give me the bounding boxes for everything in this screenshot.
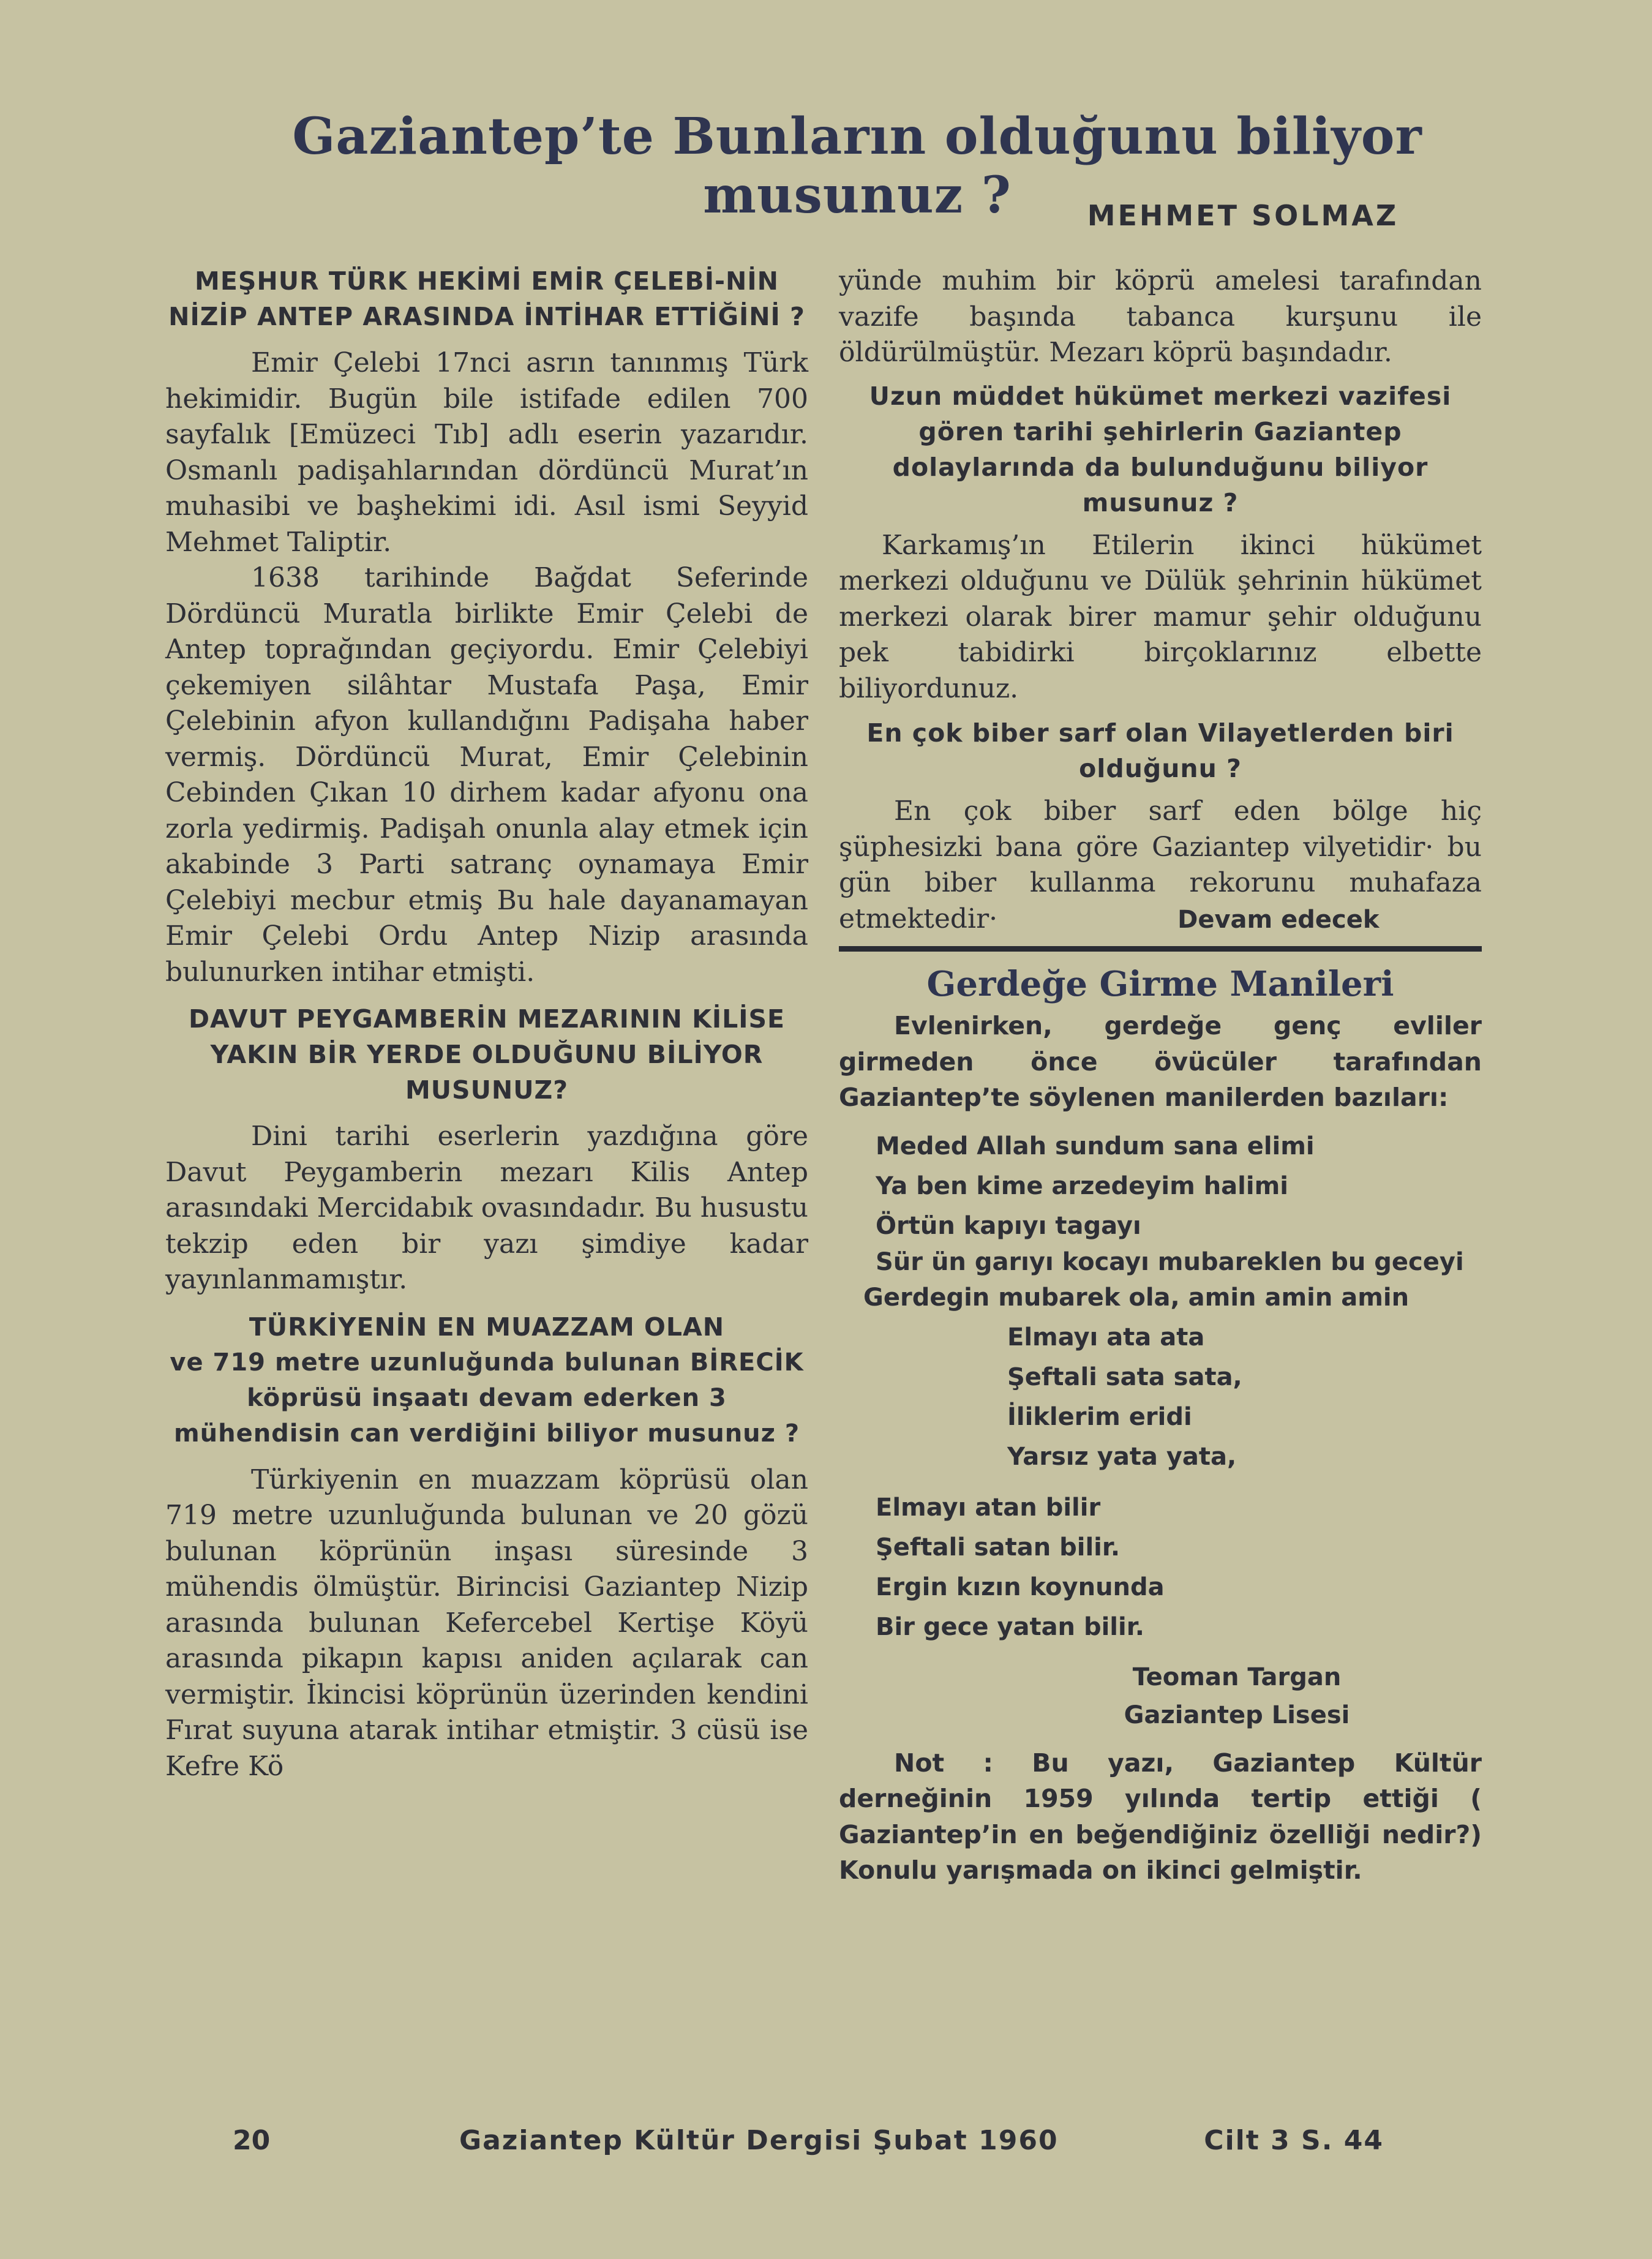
section-heading-davut-peygamber: DAVUT PEYGAMBERİN MEZARININ KİLİSE YAKIN BİR YERDE OLDUĞUNU BİLİYOR MUSUNUZ? (188, 1004, 786, 1105)
signature-name: Teoman Targan (1132, 1663, 1342, 1691)
section-heading-biber: En çok biber sarf olan Vilayetlerden biri olduğunu ? (866, 718, 1454, 783)
poem-title: Gerdeğe Girme Manileri (926, 964, 1394, 1004)
section-heading-emir-celebi: MEŞHUR TÜRK HEKİMİ EMİR ÇELEBİ-NİN NİZİP ANTEP ARASINDA İNTİHAR ETTİĞİNİ ? (168, 266, 805, 331)
paragraph: Emir Çelebi 17nci asrın tanınmış Türk hekimidir. Bugün bile istifade edilen 700 sayfalık [Emüzeci Tıb] adlı eserin yazarıdır. Osmanlı padişahlarından dördüncü Murat’ın muhasibi ve başhekimi idi. Asıl ismi Seyyid Mehmet Taliptir. (165, 347, 808, 558)
note-paragraph: Not : Bu yazı, Gaziantep Kültür derneğinin 1959 yılında tertip ettiği ( Gaziantep’in en beğendiğiniz özelliği nedir?) Konulu yarışmada on ikinci gelmiştir. (839, 1748, 1482, 1885)
poem-intro: Evlenirken, gerdeğe genç evliler girmeden önce övücüler tarafından Gaziantep’te söylenen manilerden bazıları: (839, 1011, 1482, 1112)
section-divider (839, 946, 1482, 952)
right-column (839, 263, 1482, 1889)
section-subheading-birecik: ve 719 metre uzunluğunda bulunan BİRECİK köprüsü inşaatı devam ederken 3 mühendisin can verdiğini biliyor musunuz ? (170, 1348, 804, 1448)
paragraph: Türkiyenin en muazzam köprüsü olan 719 metre uzunluğunda bulunan ve 20 gözü bulunan köprünün inşası süresinde 3 mühendis ölmüştür. Birincisi Gaziantep Nizip arasında bulunan Kefercebel Kertişe Köyü arasında pikapın kapısı aniden açılarak can vermiştir. İkincisi köprünün üzerinden kendini Fırat suyuna atarak intihar etmiştir. 3 cüsü ise Kefre Kö (165, 1464, 808, 1782)
signature-school: Gaziantep Lisesi (1124, 1701, 1350, 1729)
verse-line: Bir gece yatan bilir. (876, 1612, 1144, 1641)
journal-name: Gaziantep Kültür Dergisi Şubat 1960 (459, 2125, 1059, 2156)
paragraph: En çok biber sarf eden bölge hiç şüphesizki bana göre Gaziantep vilyetidir· bu gün biber kullanma rekorunu muhafaza etmektedir· Devam edecek (839, 795, 1482, 934)
verse-line: Şeftali sata sata, (1007, 1363, 1242, 1391)
verse-line: Örtün kapıyı tagayı (876, 1211, 1141, 1240)
paragraph: Karkamış’ın Etilerin ikinci hükümet merkezi olduğunu ve Dülük şehrinin hükümet merkezi olarak birer mamur şehir olduğunu pek tabidirki birçoklarınız elbette biliyordunuz. (839, 529, 1482, 704)
verse-line: Elmayı ata ata (1007, 1323, 1205, 1351)
volume-issue: Cilt 3 S. 44 (1204, 2125, 1384, 2156)
verse-line: Şeftali satan bilir. (876, 1533, 1121, 1562)
verse-line: Ya ben kime arzedeyim halimi (876, 1171, 1288, 1200)
page-number: 20 (233, 2125, 271, 2156)
section-heading-hukumet-merkezi: Uzun müddet hükümet merkezi vazifesi gören tarihi şehirlerin Gaziantep dolaylarında da bulunduğunu biliyor musunuz ? (869, 381, 1452, 517)
paragraph-continued: yünde muhim bir köprü amelesi tarafından vazife başında tabanca kurşunu ile öldürülmüştür. Mezarı köprü başındadır. (839, 265, 1482, 368)
verse-line: Meded Allah sundum sana elimi (876, 1132, 1315, 1160)
verse-line: Yarsız yata yata, (1007, 1442, 1237, 1471)
left-column (165, 263, 808, 1784)
paragraph: 1638 tarihinde Bağdat Seferinde Dördüncü Muratla birlikte Emir Çelebi de Antep toprağından geçiyordu. Emir Çelebiyi çekemiyen silâhtar Mustafa Paşa, Emir Çelebinin afyon kullandığını Padişaha haber vermiş. Dördüncü Murat, Emir Çelebinin Cebinden Çıkan 10 dirhem kadar afyonu ona zorla yedirmiş. Padişah onunla alay etmek için akabinde 3 Parti satranç oynamaya Emir Çelebiyi mecbur etmiş Bu hale dayanamayan Emir Çelebi Ordu Antep Nizip arasında bulunurken intihar etmişti. (165, 562, 808, 988)
verse-line: Ergin kızın koynunda (876, 1573, 1165, 1601)
verse-line: Gerdegin mubarek ola, amin amin amin (863, 1283, 1410, 1312)
author-name: MEHMET SOLMAZ (1087, 199, 1399, 232)
paragraph: Dini tarihi eserlerin yazdığına göre Davut Peygamberin mezarı Kilis Antep arasındaki Mercidabık ovasındadır. Bu husustu tekzip eden bir yazı şimdiye kadar yayınlanmamıştır. (165, 1121, 808, 1295)
verse-line: Elmayı atan bilir (876, 1493, 1101, 1522)
section-heading-birecik: TÜRKİYENİN EN MUAZZAM OLAN (249, 1312, 725, 1342)
verse-line: İliklerim eridi (1007, 1402, 1192, 1431)
verse-line: Sür ün garıyı kocayı mubareklen bu geceyi (876, 1247, 1464, 1276)
continued-note: Devam edecek (1177, 905, 1380, 934)
page-footer (233, 2125, 1384, 2162)
page-title: Gaziantep’te Bunların olduğunu biliyor musunuz ? (292, 107, 1422, 225)
